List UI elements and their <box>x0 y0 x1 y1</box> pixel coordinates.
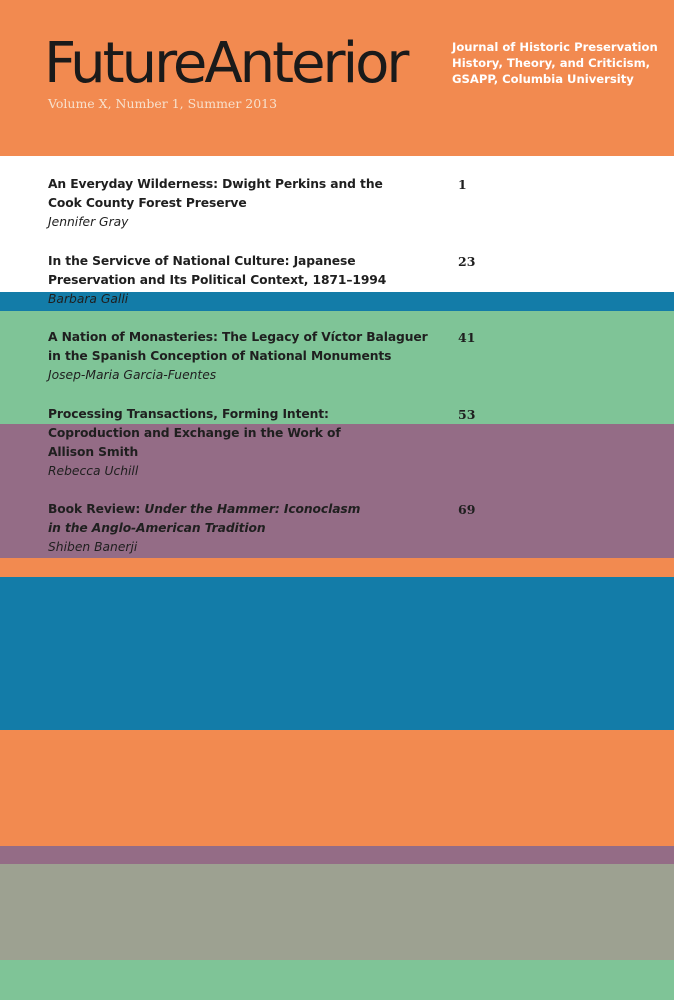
article-title-line: Processing Transactions, Forming Intent: <box>48 407 329 421</box>
article-title-line: Under the Hammer: Iconoclasm <box>144 502 361 516</box>
article-title <box>48 500 420 538</box>
journal-description-line: History, Theory, and Criticism, <box>452 56 651 70</box>
purple-stripe <box>0 846 674 864</box>
article-title <box>48 405 420 462</box>
article-title-line: A Nation of Monasteries: The Legacy of Víctor Balaguer <box>48 330 428 344</box>
article-title-prefix: Book Review: <box>48 502 145 516</box>
article-title-line: In the Servicve of National Culture: Japanese <box>48 254 356 268</box>
orange-band <box>0 730 674 846</box>
article-title-line: Cook County Forest Preserve <box>48 196 247 210</box>
article-title-line: An Everyday Wilderness: Dwight Perkins and the <box>48 177 383 191</box>
article-title <box>48 175 420 213</box>
journal-description-line: Journal of Historic Preservation <box>452 40 658 54</box>
page-number: 1 <box>458 177 467 192</box>
article-title-line: in the Spanish Conception of National Monuments <box>48 349 392 363</box>
journal-description <box>452 39 672 87</box>
orange-stripe <box>0 558 674 577</box>
blue-band <box>0 577 674 730</box>
journal-title: FutureAnterior <box>44 31 407 96</box>
issue-info: Volume X, Number 1, Summer 2013 <box>48 96 278 111</box>
article-author: Shiben Banerji <box>48 540 138 554</box>
toc-entry[interactable] <box>48 328 488 385</box>
toc-entry[interactable] <box>48 405 488 481</box>
article-title <box>48 252 420 290</box>
article-author: Josep-Maria Garcia-Fuentes <box>48 368 217 382</box>
page-number: 23 <box>458 254 476 269</box>
article-author: Barbara Galli <box>48 292 129 306</box>
page-number: 53 <box>458 407 476 422</box>
gray-band <box>0 864 674 960</box>
article-title <box>48 328 428 366</box>
page-number: 41 <box>458 330 476 345</box>
article-title-line: Coproduction and Exchange in the Work of <box>48 426 341 440</box>
article-title-line: Preservation and Its Political Context, 1871–1994 <box>48 273 387 287</box>
toc-entry[interactable] <box>48 500 488 557</box>
article-author: Jennifer Gray <box>48 215 129 229</box>
toc-entry[interactable] <box>48 175 488 232</box>
article-title-line: in the Anglo-American Tradition <box>48 521 266 535</box>
article-author: Rebecca Uchill <box>48 464 139 478</box>
page-number: 69 <box>458 502 476 517</box>
journal-description-line: GSAPP, Columbia University <box>452 72 634 86</box>
article-title-line: Allison Smith <box>48 445 139 459</box>
bottom-green-band <box>0 960 674 1000</box>
toc-entry[interactable] <box>48 252 488 309</box>
